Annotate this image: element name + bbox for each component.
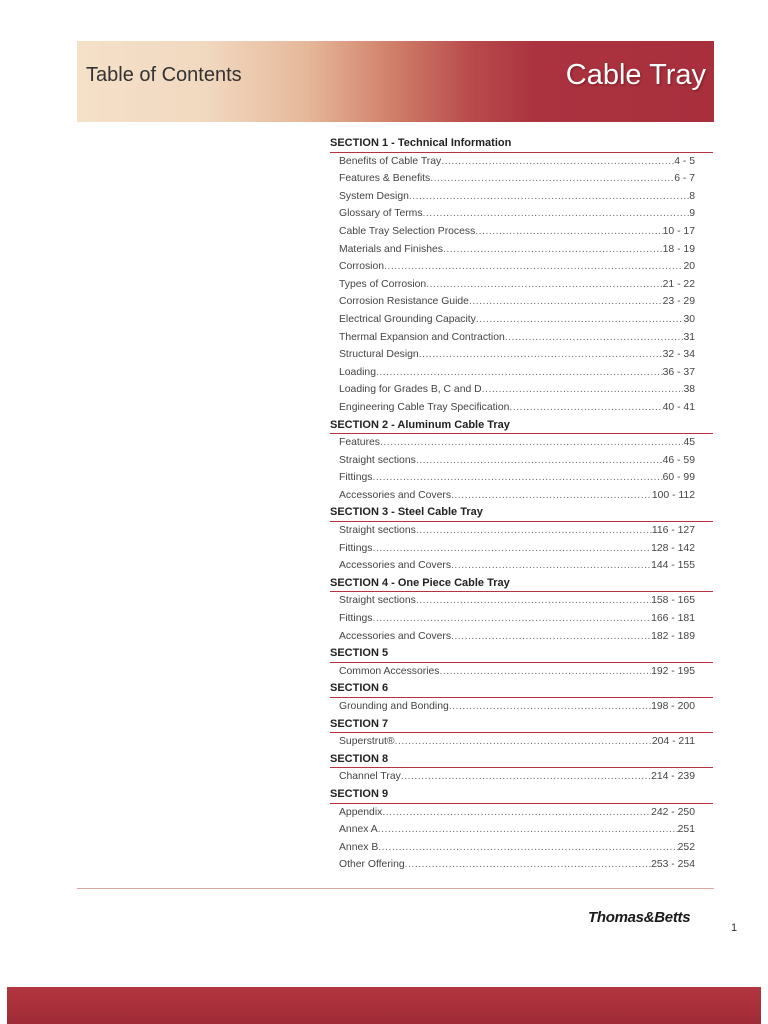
toc-entry-label: Structural Design — [339, 349, 419, 361]
dot-leader — [475, 223, 662, 241]
toc-entry[interactable] — [330, 329, 695, 347]
toc-entry-pages: 251 — [677, 824, 695, 836]
dot-leader — [439, 663, 651, 681]
section-header: SECTION 7 — [330, 716, 713, 734]
toc-entry[interactable] — [330, 258, 695, 276]
dot-leader — [416, 522, 652, 540]
toc-entry-label: Accessories and Covers — [339, 560, 452, 572]
dot-leader — [409, 188, 689, 206]
dot-leader — [449, 698, 651, 716]
toc-entry[interactable] — [330, 557, 695, 575]
toc-entry[interactable] — [330, 540, 695, 558]
toc-entry-label: Thermal Expansion and Contraction — [339, 331, 505, 343]
toc-entry[interactable] — [330, 153, 695, 171]
dot-leader — [469, 293, 663, 311]
toc-entry-pages: 10 - 17 — [662, 225, 695, 237]
toc-entry[interactable] — [330, 346, 695, 364]
toc-entry-pages: 18 - 19 — [662, 243, 695, 255]
dot-leader — [482, 381, 684, 399]
toc-entry[interactable] — [330, 188, 695, 206]
toc-entry-label: Annex B — [339, 841, 379, 853]
toc-entry-pages: 253 - 254 — [651, 859, 695, 871]
toc-entry-pages: 242 - 250 — [651, 806, 695, 818]
toc-entry[interactable] — [330, 434, 695, 452]
toc-entry[interactable] — [330, 733, 695, 751]
toc-entry-pages: 158 - 165 — [651, 595, 695, 607]
toc-entry[interactable] — [330, 311, 695, 329]
section-header: SECTION 1 - Technical Information — [330, 135, 713, 153]
section-header: SECTION 8 — [330, 751, 713, 769]
divider — [77, 888, 714, 889]
toc-entry[interactable] — [330, 293, 695, 311]
dot-leader — [441, 153, 674, 171]
toc-entry-label: Fittings — [339, 613, 373, 625]
brand-logo: Thomas&Betts — [588, 909, 691, 926]
toc-entry-pages: 40 - 41 — [662, 401, 695, 413]
toc-entry-label: Superstrut® — [339, 736, 395, 748]
toc-entry[interactable] — [330, 821, 695, 839]
toc-entry-pages: 116 - 127 — [651, 525, 695, 537]
toc-entry[interactable] — [330, 364, 695, 382]
toc-entry-pages: 60 - 99 — [662, 472, 695, 484]
toc-entry-label: Fittings — [339, 542, 373, 554]
toc-entry[interactable] — [330, 856, 695, 874]
toc-entry[interactable] — [330, 592, 695, 610]
dot-leader — [443, 241, 663, 259]
dot-leader — [509, 399, 662, 417]
page-number: 1 — [731, 922, 738, 934]
dot-leader — [419, 346, 663, 364]
toc-entry-label: Straight sections — [339, 525, 416, 537]
toc-entry-label: Features & Benefits — [339, 173, 431, 185]
dot-leader — [451, 487, 652, 505]
dot-leader — [378, 839, 677, 857]
section-header: SECTION 3 - Steel Cable Tray — [330, 504, 713, 522]
toc-entry[interactable] — [330, 276, 695, 294]
toc-entry-label: Fittings — [339, 472, 373, 484]
toc-entry[interactable] — [330, 839, 695, 857]
dot-leader — [401, 768, 651, 786]
toc-entry-label: System Design — [339, 190, 409, 202]
toc-entry-pages: 182 - 189 — [651, 630, 695, 642]
dot-leader — [373, 610, 652, 628]
toc-entry-label: Appendix — [339, 806, 383, 818]
toc-entry-pages: 45 — [683, 437, 695, 449]
toc-entry[interactable] — [330, 170, 695, 188]
toc-entry[interactable] — [330, 469, 695, 487]
toc-entry-pages: 198 - 200 — [651, 701, 695, 712]
toc-entry[interactable] — [330, 399, 695, 417]
toc-entry[interactable] — [330, 452, 695, 470]
toc-entry[interactable] — [330, 381, 695, 399]
toc-entry-label: Accessories and Covers — [339, 630, 452, 642]
toc-entry-label: Grounding and Bonding — [339, 701, 449, 712]
toc-entry-pages: 30 — [683, 313, 695, 325]
toc-entry[interactable] — [330, 487, 695, 505]
toc-entry-label: Electrical Grounding Capacity — [339, 313, 476, 325]
toc-entry-pages: 100 - 112 — [651, 489, 695, 501]
toc-entry[interactable] — [330, 223, 695, 241]
dot-leader — [382, 804, 651, 822]
toc-entry-label: Corrosion Resistance Guide — [339, 296, 469, 308]
table-of-contents — [330, 135, 713, 874]
toc-entry-label: Common Accessories — [339, 665, 440, 677]
toc-entry[interactable] — [330, 610, 695, 628]
toc-entry[interactable] — [330, 663, 695, 681]
toc-entry[interactable] — [330, 628, 695, 646]
toc-entry-pages: 31 — [683, 331, 695, 343]
toc-entry-pages: 21 - 22 — [662, 278, 695, 290]
dot-leader — [426, 276, 662, 294]
product-title: Cable Tray — [565, 59, 706, 91]
toc-entry-label: Glossary of Terms — [339, 208, 423, 220]
toc-entry[interactable] — [330, 522, 695, 540]
section-header: SECTION 4 - One Piece Cable Tray — [330, 575, 713, 593]
toc-entry-label: Other Offering — [339, 859, 405, 871]
toc-entry-label: Materials and Finishes — [339, 243, 443, 255]
toc-entry-pages: 38 — [683, 384, 695, 396]
page-header — [77, 41, 714, 122]
toc-entry-pages: 192 - 195 — [651, 665, 695, 677]
toc-entry-pages: 23 - 29 — [662, 296, 695, 308]
section-header: SECTION 2 - Aluminum Cable Tray — [330, 417, 713, 435]
toc-entry-label: Features — [339, 437, 381, 449]
toc-entry[interactable] — [330, 768, 695, 786]
toc-entry-label: Corrosion — [339, 261, 385, 273]
toc-entry-pages: 6 - 7 — [674, 173, 695, 185]
toc-entry[interactable] — [330, 241, 695, 259]
dot-leader — [405, 856, 651, 874]
toc-entry-pages: 46 - 59 — [662, 454, 695, 466]
toc-entry[interactable] — [330, 804, 695, 822]
dot-leader — [451, 628, 651, 646]
dot-leader — [505, 329, 684, 347]
toc-entry-label: Annex A — [339, 824, 378, 836]
dot-leader — [373, 469, 663, 487]
page-title: Table of Contents — [86, 64, 242, 86]
toc-entry[interactable] — [330, 205, 695, 223]
dot-leader — [451, 557, 651, 575]
dot-leader — [430, 170, 674, 188]
dot-leader — [416, 452, 663, 470]
toc-entry-label: Loading for Grades B, C and D — [339, 384, 482, 396]
dot-leader — [380, 434, 683, 452]
toc-entry-label: Cable Tray Selection Process — [339, 225, 476, 237]
toc-entry-pages: 144 - 155 — [651, 560, 695, 572]
footer-bar — [7, 987, 761, 1024]
section-header: SECTION 9 — [330, 786, 713, 804]
toc-entry-pages: 36 - 37 — [662, 366, 695, 378]
toc-entry-pages: 204 - 211 — [651, 736, 695, 748]
dot-leader — [476, 311, 684, 329]
toc-entry-label: Benefits of Cable Tray — [339, 155, 442, 167]
toc-entry-label: Channel Tray — [339, 771, 401, 783]
toc-entry-label: Types of Corrosion — [339, 278, 427, 290]
toc-entry-label: Straight sections — [339, 454, 416, 466]
dot-leader — [423, 205, 690, 223]
dot-leader — [373, 540, 652, 558]
toc-entry-pages: 166 - 181 — [651, 613, 695, 625]
dot-leader — [378, 821, 678, 839]
toc-entry-pages: 214 - 239 — [651, 771, 695, 783]
toc-entry-pages: 9 — [689, 208, 695, 220]
toc-entry[interactable] — [330, 698, 695, 716]
dot-leader — [416, 592, 651, 610]
toc-entry-pages: 252 — [677, 841, 695, 853]
toc-entry-label: Engineering Cable Tray Specification — [339, 401, 510, 413]
dot-leader — [395, 733, 652, 751]
toc-entry-pages: 8 — [689, 190, 695, 202]
toc-entry-pages: 128 - 142 — [651, 542, 695, 554]
dot-leader — [376, 364, 663, 382]
toc-entry-label: Accessories and Covers — [339, 489, 452, 501]
toc-entry-label: Straight sections — [339, 595, 416, 607]
toc-entry-label: Loading — [339, 366, 376, 378]
toc-entry-pages: 20 — [683, 261, 695, 273]
section-header: SECTION 6 — [330, 680, 713, 698]
toc-entry-pages: 32 - 34 — [662, 349, 695, 361]
section-header: SECTION 5 — [330, 645, 713, 663]
dot-leader — [384, 258, 683, 276]
toc-entry-pages: 4 - 5 — [674, 155, 695, 167]
